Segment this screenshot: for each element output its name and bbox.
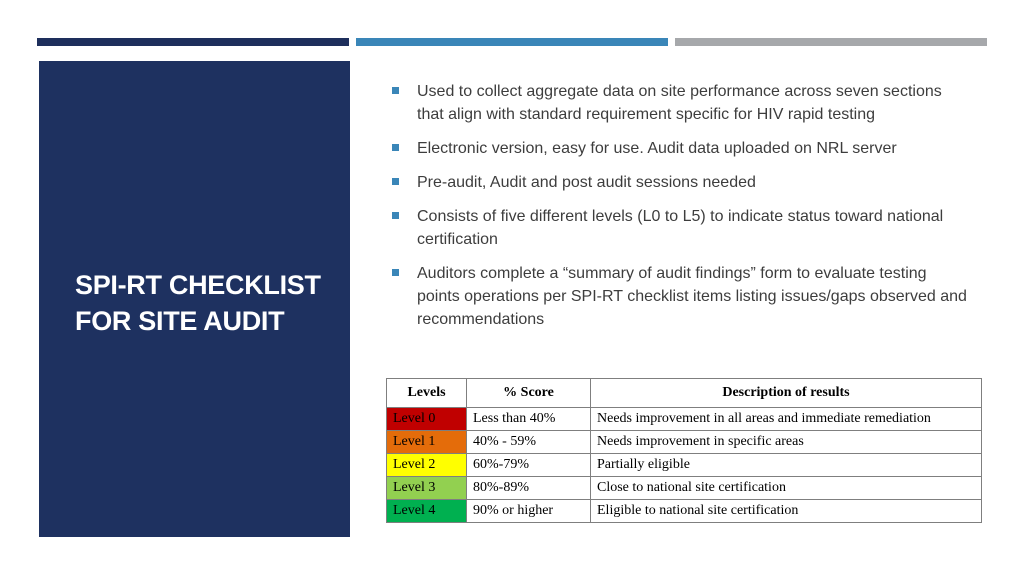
level-cell: Level 2: [387, 454, 467, 477]
bullet-text: Auditors complete a “summary of audit findings” form to evaluate testing points operations per SPI-RT checklist items listing issues/gaps observed and recommendations: [417, 265, 967, 328]
table-row: [387, 454, 982, 477]
header-levels: Levels: [387, 379, 467, 408]
accent-bar-dark: [37, 38, 349, 46]
description-cell: Needs improvement in specific areas: [591, 431, 982, 454]
levels-table: [386, 378, 982, 523]
title-panel: [39, 61, 350, 537]
square-bullet-icon: [392, 87, 399, 94]
header-description: Description of results: [591, 379, 982, 408]
description-cell: Close to national site certification: [591, 477, 982, 500]
bullet-text: Pre-audit, Audit and post audit sessions needed: [417, 174, 756, 191]
slide-title: SPI-RT CHECKLIST FOR SITE AUDIT: [75, 270, 321, 336]
bullet-item: [392, 80, 972, 126]
table-header-row: [387, 379, 982, 408]
description-cell: Needs improvement in all areas and immediate remediation: [591, 408, 982, 431]
bullet-item: [392, 171, 972, 194]
score-cell: 90% or higher: [467, 500, 591, 523]
score-cell: 40% - 59%: [467, 431, 591, 454]
bullet-list: [392, 80, 972, 342]
accent-bar-blue: [356, 38, 668, 46]
square-bullet-icon: [392, 212, 399, 219]
bullet-item: [392, 205, 972, 251]
accent-bar-gray: [675, 38, 987, 46]
square-bullet-icon: [392, 144, 399, 151]
score-cell: 80%-89%: [467, 477, 591, 500]
level-cell: Level 3: [387, 477, 467, 500]
square-bullet-icon: [392, 269, 399, 276]
table-row: [387, 477, 982, 500]
bullet-item: [392, 137, 972, 160]
square-bullet-icon: [392, 178, 399, 185]
score-cell: 60%-79%: [467, 454, 591, 477]
description-cell: Partially eligible: [591, 454, 982, 477]
score-cell: Less than 40%: [467, 408, 591, 431]
level-cell: Level 0: [387, 408, 467, 431]
bullet-item: [392, 262, 972, 331]
level-cell: Level 4: [387, 500, 467, 523]
table-row: [387, 500, 982, 523]
description-cell: Eligible to national site certification: [591, 500, 982, 523]
bullet-text: Electronic version, easy for use. Audit data uploaded on NRL server: [417, 140, 897, 157]
bullet-text: Consists of five different levels (L0 to L5) to indicate status toward national certification: [417, 208, 944, 248]
header-score: % Score: [467, 379, 591, 408]
level-cell: Level 1: [387, 431, 467, 454]
bullet-text: Used to collect aggregate data on site performance across seven sections that align with standard requirement specific for HIV rapid testing: [417, 83, 942, 123]
table-row: [387, 431, 982, 454]
table-row: [387, 408, 982, 431]
